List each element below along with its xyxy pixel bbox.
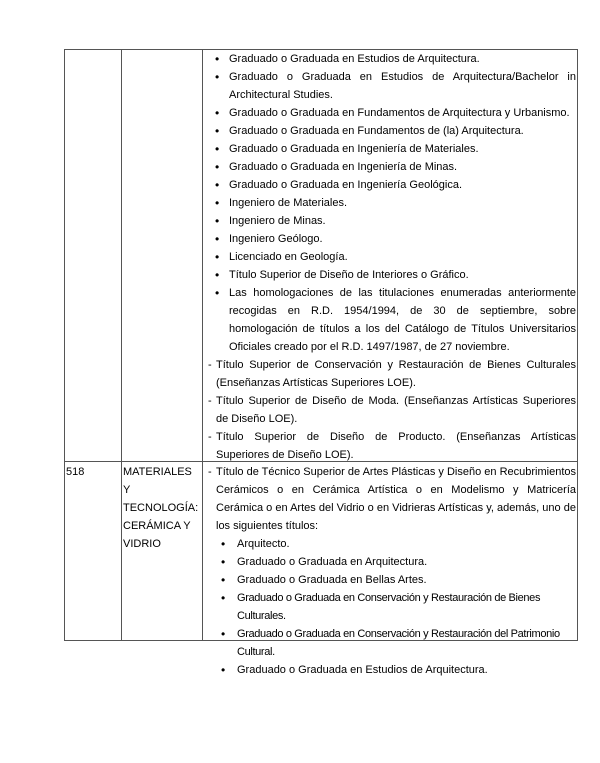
list-item: • Graduado o Graduada en Ingeniería Geológica. (208, 176, 576, 194)
dash-item: - Título Superior de Conservación y Restauración de Bienes Culturales (Enseñanzas Artísticas Superiores LOE). (208, 359, 576, 389)
dash-item: - Título Superior de Diseño de Moda. (Enseñanzas Artísticas Superiores de Diseño LOE). (208, 395, 576, 425)
row-518-code: 518 (66, 466, 85, 478)
list-item: • Las homologaciones de las titulaciones enumeradas anteriormente recogidas en R.D. 1954/1994, de 30 de septiembre, sobre homologación de títulos a los del Catálogo de Títulos Universitarios Oficiales creado por el R.D. 1497/1987, de 27 noviembre. (208, 284, 576, 356)
top-row-degrees-cell (208, 50, 576, 464)
list-item: • Graduado o Graduada en Fundamentos de Arquitectura y Urbanismo. (208, 104, 576, 122)
requirements-table (64, 49, 578, 676)
list-item: • Graduado o Graduada en Ingeniería de Materiales. (208, 140, 576, 158)
table-border-right (577, 49, 578, 641)
list-item: • Graduado o Graduada en Bellas Artes. (208, 571, 576, 589)
list-item: • Ingeniero de Minas. (208, 212, 576, 230)
table-column-divider (121, 49, 122, 641)
list-item: • Graduado o Graduada en Ingeniería de Minas. (208, 158, 576, 176)
row-518-specialty: MATERIALES Y TECNOLOGÍA: CERÁMICA Y VIDRIO (123, 466, 199, 550)
degree-bullet-list (208, 535, 576, 679)
list-item: • Licenciado en Geología. (208, 248, 576, 266)
list-item: • Graduado o Graduada en Estudios de Arquitectura. (208, 661, 576, 679)
list-item: • Arquitecto. (208, 535, 576, 553)
table-border-left (64, 49, 65, 641)
intro-text: - Título de Técnico Superior de Artes Plásticas y Diseño en Recubrimientos Cerámicos o en Cerámica Artística o en Modelismo y Matricería Cerámica o en Artes del Vidrio o en Vidrieras Artísticas y, además, uno de los siguientes títulos: (208, 466, 576, 532)
list-item: • Ingeniero Geólogo. (208, 230, 576, 248)
list-item: • Graduado o Graduada en Estudios de Arquitectura. (208, 50, 576, 68)
list-item: • Graduado o Graduada en Conservación y Restauración de Bienes Culturales. (208, 589, 576, 625)
list-item: • Graduado o Graduada en Arquitectura. (208, 553, 576, 571)
list-item: • Título Superior de Diseño de Interiores o Gráfico. (208, 266, 576, 284)
row-518-requirements-cell (208, 463, 576, 679)
table-column-divider (202, 49, 203, 641)
dash-item: - Título Superior de Diseño de Producto. (Enseñanzas Artísticas Superiores de Diseño LOE). (208, 431, 576, 461)
list-item: • Graduado o Graduada en Fundamentos de (la) Arquitectura. (208, 122, 576, 140)
list-item: • Ingeniero de Materiales. (208, 194, 576, 212)
list-item: • Graduado o Graduada en Estudios de Arquitectura/Bachelor in Architectural Studies. (208, 68, 576, 104)
degree-bullet-list (208, 50, 576, 356)
list-item: • Graduado o Graduada en Conservación y Restauración del Patrimonio Cultural. (208, 625, 576, 661)
